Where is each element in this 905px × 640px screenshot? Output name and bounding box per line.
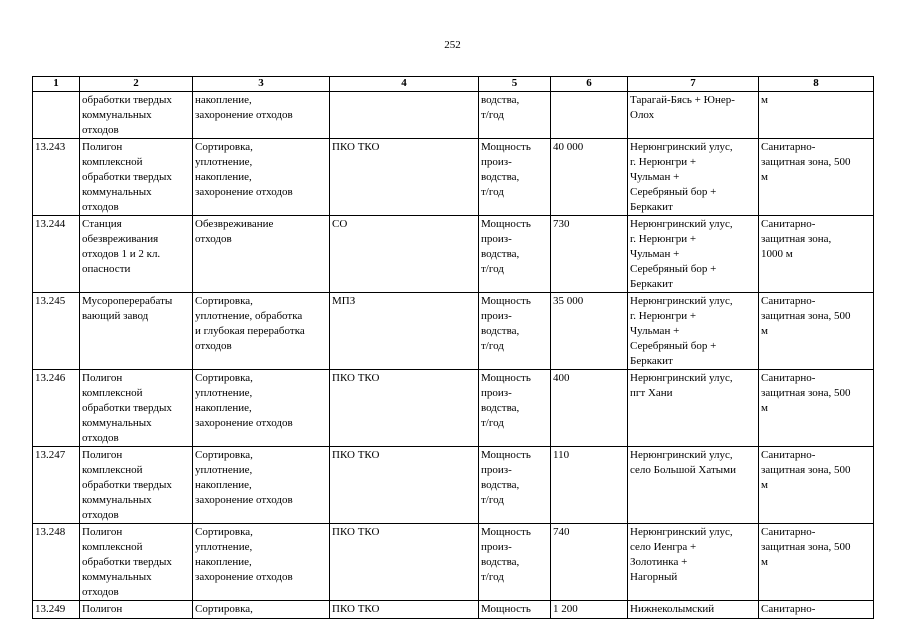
object-name-cell: Мусороперерабаты вающий завод <box>80 293 193 370</box>
column-header: 3 <box>193 77 330 92</box>
abbreviation-cell <box>330 92 479 139</box>
value-cell <box>551 92 628 139</box>
abbreviation-cell: МПЗ <box>330 293 479 370</box>
location-cell: Нерюнгринский улус, село Иенгра + Золотинка + Нагорный <box>628 524 759 601</box>
function-cell: Сортировка, <box>193 601 330 619</box>
zone-cell: м <box>759 92 874 139</box>
function-cell: накопление, захоронение отходов <box>193 92 330 139</box>
row-number-cell: 13.246 <box>33 370 80 447</box>
object-name-cell: обработки твердых коммунальных отходов <box>80 92 193 139</box>
value-cell: 730 <box>551 216 628 293</box>
object-name-cell: Полигон комплексной обработки твердых коммунальных отходов <box>80 524 193 601</box>
function-cell: Сортировка, уплотнение, накопление, захоронение отходов <box>193 447 330 524</box>
function-cell: Сортировка, уплотнение, накопление, захоронение отходов <box>193 370 330 447</box>
row-number-cell: 13.244 <box>33 216 80 293</box>
object-name-cell: Полигон комплексной обработки твердых коммунальных отходов <box>80 370 193 447</box>
column-header: 1 <box>33 77 80 92</box>
table-row <box>33 601 874 619</box>
row-number-cell <box>33 92 80 139</box>
value-cell: 40 000 <box>551 139 628 216</box>
column-header: 5 <box>479 77 551 92</box>
column-header: 8 <box>759 77 874 92</box>
parameter-cell: Мощность произ- водства, т/год <box>479 447 551 524</box>
row-number-cell: 13.243 <box>33 139 80 216</box>
value-cell: 740 <box>551 524 628 601</box>
object-name-cell: Станция обезвреживания отходов 1 и 2 кл. опасности <box>80 216 193 293</box>
value-cell: 400 <box>551 370 628 447</box>
function-cell: Сортировка, уплотнение, накопление, захоронение отходов <box>193 524 330 601</box>
table-row <box>33 216 874 293</box>
row-number-cell: 13.248 <box>33 524 80 601</box>
header-row <box>33 77 874 92</box>
parameter-cell: Мощность произ- водства, т/год <box>479 524 551 601</box>
zone-cell: Санитарно- защитная зона, 500 м <box>759 293 874 370</box>
column-header: 2 <box>80 77 193 92</box>
location-cell: Тарагай-Бясь + Юнер- Олох <box>628 92 759 139</box>
abbreviation-cell: ПКО ТКО <box>330 139 479 216</box>
table-row <box>33 92 874 139</box>
location-cell: Нерюнгринский улус, пгт Хани <box>628 370 759 447</box>
object-name-cell: Полигон <box>80 601 193 619</box>
page-number: 252 <box>444 39 461 51</box>
zone-cell: Санитарно- защитная зона, 1000 м <box>759 216 874 293</box>
zone-cell: Санитарно- <box>759 601 874 619</box>
location-cell: Нерюнгринский улус, село Большой Хатыми <box>628 447 759 524</box>
value-cell: 35 000 <box>551 293 628 370</box>
data-table <box>32 76 874 619</box>
value-cell: 110 <box>551 447 628 524</box>
value-cell: 1 200 <box>551 601 628 619</box>
table-row <box>33 293 874 370</box>
row-number-cell: 13.245 <box>33 293 80 370</box>
row-number-cell: 13.247 <box>33 447 80 524</box>
table-row <box>33 524 874 601</box>
function-cell: Обезвреживание отходов <box>193 216 330 293</box>
abbreviation-cell: ПКО ТКО <box>330 601 479 619</box>
parameter-cell: Мощность произ- водства, т/год <box>479 370 551 447</box>
location-cell: Нижнеколымский <box>628 601 759 619</box>
function-cell: Сортировка, уплотнение, обработка и глубокая переработка отходов <box>193 293 330 370</box>
table-row <box>33 447 874 524</box>
parameter-cell: Мощность произ- водства, т/год <box>479 139 551 216</box>
table-row <box>33 370 874 447</box>
column-header: 6 <box>551 77 628 92</box>
zone-cell: Санитарно- защитная зона, 500 м <box>759 447 874 524</box>
parameter-cell: Мощность произ- водства, т/год <box>479 293 551 370</box>
function-cell: Сортировка, уплотнение, накопление, захоронение отходов <box>193 139 330 216</box>
location-cell: Нерюнгринский улус, г. Нерюнгри + Чульман + Серебряный бор + Беркакит <box>628 293 759 370</box>
abbreviation-cell: ПКО ТКО <box>330 524 479 601</box>
column-header: 4 <box>330 77 479 92</box>
row-number-cell: 13.249 <box>33 601 80 619</box>
location-cell: Нерюнгринский улус, г. Нерюнгри + Чульман + Серебряный бор + Беркакит <box>628 216 759 293</box>
object-name-cell: Полигон комплексной обработки твердых коммунальных отходов <box>80 447 193 524</box>
zone-cell: Санитарно- защитная зона, 500 м <box>759 524 874 601</box>
parameter-cell: Мощность <box>479 601 551 619</box>
zone-cell: Санитарно- защитная зона, 500 м <box>759 139 874 216</box>
location-cell: Нерюнгринский улус, г. Нерюнгри + Чульман + Серебряный бор + Беркакит <box>628 139 759 216</box>
abbreviation-cell: ПКО ТКО <box>330 447 479 524</box>
parameter-cell: водства, т/год <box>479 92 551 139</box>
zone-cell: Санитарно- защитная зона, 500 м <box>759 370 874 447</box>
abbreviation-cell: ПКО ТКО <box>330 370 479 447</box>
column-header: 7 <box>628 77 759 92</box>
table-row <box>33 139 874 216</box>
parameter-cell: Мощность произ- водства, т/год <box>479 216 551 293</box>
abbreviation-cell: СО <box>330 216 479 293</box>
object-name-cell: Полигон комплексной обработки твердых коммунальных отходов <box>80 139 193 216</box>
